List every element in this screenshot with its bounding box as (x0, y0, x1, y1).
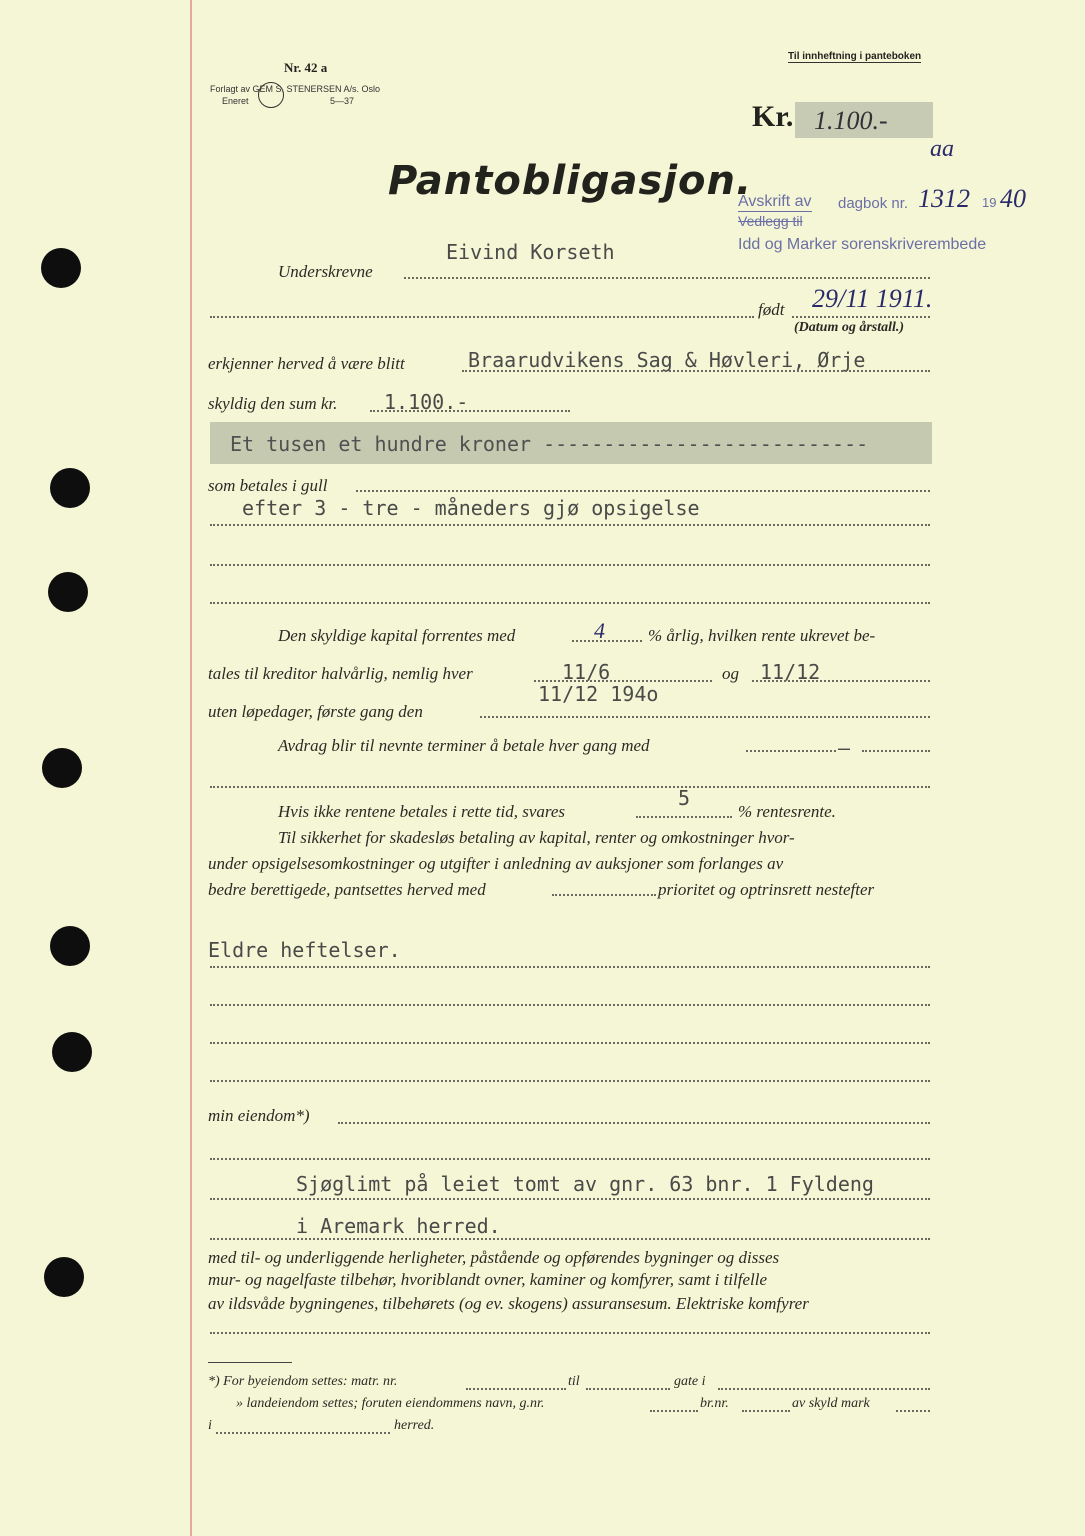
underskrevne-label: Underskrevne (278, 262, 373, 281)
amount-value: 1.100.- (814, 106, 888, 135)
security-line-3a: bedre berettigede, pantsettes herved med (208, 880, 486, 899)
priority-line (552, 894, 656, 896)
born-line (792, 316, 930, 318)
prior-line-1 (210, 966, 930, 968)
prior-line-2 (210, 1004, 930, 1006)
punch-hole (41, 248, 81, 288)
born-note: (Datum og årstall.) (794, 320, 905, 335)
footnote-2b: br.nr. (700, 1396, 729, 1411)
prior-line-4 (210, 1080, 930, 1082)
stamp-year: 40 (1000, 184, 1026, 213)
property-line (338, 1122, 930, 1124)
creditor-label: erkjenner herved å være blitt (208, 354, 405, 373)
property-line-3 (210, 1198, 930, 1200)
footnote-2a: » landeiendom settes; foruten eiendommens navn, g.nr. (236, 1396, 545, 1411)
punch-hole (50, 926, 90, 966)
property-line-4 (210, 1238, 930, 1240)
penalty-rate: 5 (678, 786, 691, 810)
avdrag-line-3 (210, 786, 930, 788)
security-line-3b: prioritet og optrinsrett nestefter (658, 880, 875, 899)
footnote-2c: av skyld mark (792, 1396, 870, 1411)
punch-hole (48, 572, 88, 612)
stamp-year-prefix: 19 (982, 195, 997, 210)
payment-line-4 (210, 602, 930, 604)
avdrag-text: Avdrag blir til nevnte terminer å betale hver gang med (278, 736, 650, 755)
interest-og: og (722, 664, 739, 683)
security-line-2: under opsigelsesomkostninger og utgifter i anledning av auksjoner som forlanges av (208, 854, 784, 873)
creditor-line (462, 370, 930, 372)
prior-liens: Eldre heftelser. (208, 938, 401, 962)
avdrag-value: — (838, 736, 851, 760)
first-payment-line (480, 716, 930, 718)
first-payment-date: 11/12 194o (538, 682, 659, 706)
footnote-1c: gate i (674, 1374, 706, 1389)
footnote-1-line-c (718, 1388, 930, 1390)
sum-value: 1.100.- (384, 390, 469, 414)
footnote-2-line-a (650, 1410, 698, 1412)
penalty-text-1: Hvis ikke rentene betales i rette tid, svares (278, 802, 566, 821)
publisher-line: Forlagt av GEM S. STENERSEN A/s. Oslo (210, 84, 381, 94)
interest-text-4: uten løpedager, første gang den (208, 702, 423, 721)
footnote-2-line-c (896, 1410, 930, 1412)
interest-rate: 4 (594, 618, 605, 643)
footnote-2-line-b (742, 1410, 790, 1412)
footnote-1b: til (568, 1374, 580, 1389)
payment-line (356, 490, 930, 492)
sum-line (370, 410, 570, 412)
footnote-1-line-a (466, 1388, 566, 1390)
penalty-text-2: % rentesrente. (738, 802, 836, 821)
payment-line-2 (210, 524, 930, 526)
debtor-line (404, 277, 930, 279)
interest-date-2: 11/12 (760, 660, 821, 684)
interest-rate-line (572, 640, 642, 642)
clause-line-4 (210, 1332, 930, 1334)
punch-hole (52, 1032, 92, 1072)
footnote-3-line (216, 1432, 390, 1434)
punch-hole (50, 468, 90, 508)
interest-date-1: 11/6 (562, 660, 611, 684)
footnote-rule (208, 1362, 292, 1363)
punch-hole (44, 1257, 84, 1297)
property-description: Sjøglimt på leiet tomt av gnr. 63 bnr. 1 Fyldeng (296, 1172, 874, 1196)
clause-line-1: med til- og underliggende herligheter, påstående og opførendes bygninger og disses (208, 1248, 780, 1267)
stamp-dagbok-number: 1312 (918, 184, 970, 213)
avdrag-line-2 (862, 750, 930, 752)
interest-date-2-line (752, 680, 930, 682)
payment-label: som betales i gull (208, 476, 328, 495)
top-right-note: Til innheftning i panteboken (788, 51, 922, 62)
footnote-3a: i (208, 1418, 212, 1433)
publisher-eneret: Eneret (222, 96, 249, 106)
form-number: Nr. 42 a (284, 60, 328, 75)
punch-hole (42, 748, 82, 788)
prior-line-3 (210, 1042, 930, 1044)
clause-line-2: mur- og nagelfaste tilbehør, hvoriblandt ovner, kaminer og komfyrer, samt i tilfelle (208, 1270, 768, 1289)
initials: aa (930, 136, 954, 162)
security-line-1: Til sikkerhet for skadesløs betaling av kapital, renter og omkostninger hvor- (278, 828, 795, 847)
sum-label: skyldig den sum kr. (208, 394, 338, 413)
interest-text-1: Den skyldige kapital forrentes med (278, 626, 516, 645)
interest-text-2: % årlig, hvilken rente ukrevet be- (648, 626, 876, 645)
stamp-court: Idd og Marker sorenskriverembede (738, 236, 987, 253)
stamp-vedlegg: Vedlegg til (738, 213, 803, 229)
born-label: født (758, 300, 785, 319)
born-value: 29/11 1911. (812, 284, 933, 313)
avdrag-line (746, 750, 836, 752)
penalty-line (636, 816, 732, 818)
debtor-name: Eivind Korseth (446, 240, 615, 264)
sum-words: Et tusen et hundre kroner --------------------------- (230, 432, 869, 456)
footnote-3b: herred. (394, 1418, 435, 1433)
publisher-logo-icon (258, 82, 284, 108)
payment-line-3 (210, 564, 930, 566)
stamp-dagbok: dagbok nr. (838, 195, 909, 212)
publisher-code: 5—37 (330, 96, 355, 106)
property-label: min eiendom*) (208, 1106, 310, 1125)
payment-value: efter 3 - tre - måneders gjø opsigelse (242, 496, 700, 520)
property-herred: i Aremark herred. (296, 1214, 501, 1238)
document-title: Pantobligasjon. (388, 158, 753, 204)
amount-label: Kr. (752, 100, 794, 133)
stamp-avskrift: Avskrift av (738, 193, 812, 210)
margin-line (190, 0, 192, 1536)
creditor-name: Braarudvikens Sag & Høvleri, Ørje (468, 348, 866, 372)
footnote-1a: *) For byeiendom settes: matr. nr. (208, 1374, 398, 1389)
property-line-2 (210, 1158, 930, 1160)
debtor-line-2 (210, 316, 754, 318)
interest-text-3: tales til kreditor halvårlig, nemlig hver (208, 664, 473, 683)
clause-line-3: av ildsvåde bygningenes, tilbehørets (og ev. skogens) assuransesum. Elektriske komfyrer (208, 1294, 809, 1313)
footnote-1-line-b (586, 1388, 670, 1390)
